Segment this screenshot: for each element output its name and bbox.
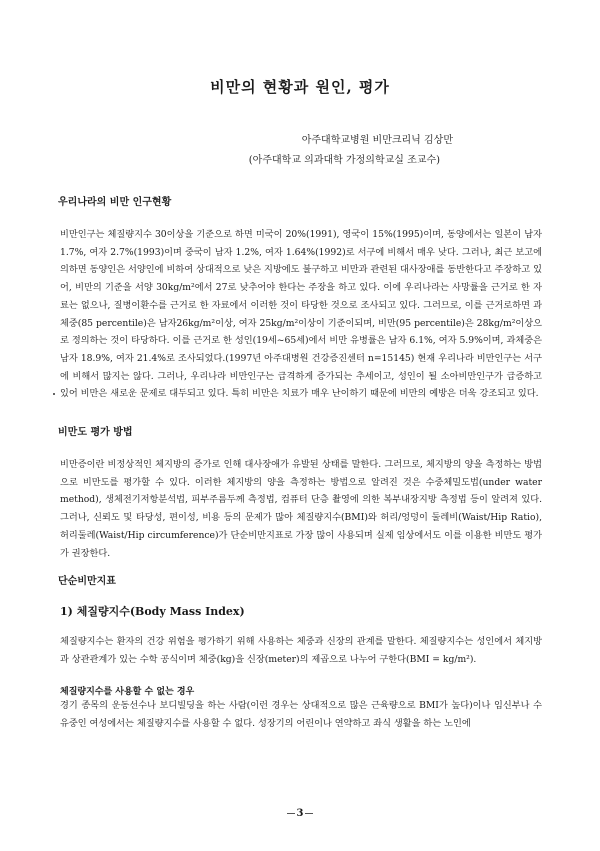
author-position: (아주대학교 의과대학 가정의학교실 조교수) <box>248 155 440 166</box>
section-heading-obesity-status: 우리나라의 비만 인구현황 <box>58 197 172 208</box>
page-title: 비만의 현황과 원인, 평가 <box>210 78 390 96</box>
section-heading-simple-index: 단순비만지표 <box>58 576 116 587</box>
page-number-dash-right <box>305 813 313 814</box>
bmi-exceptions-paragraph: 경기 종목의 운동선수나 보디빌딩을 하는 사람(이런 경우는 상대적으로 많은 근육량으로 BMI가 높다)이나 임신부나 수유중인 여성에서는 체질량지수를 사용할 수 없다. 성장기의 어린이나 연약하고 좌식 생활을 하는 노인에 <box>60 700 542 729</box>
section-paragraph-assessment: 비만증이란 비정상적인 체지방의 증가로 인해 대사장애가 유발된 상태를 말한다. 그러므로, 체지방의 양을 측정하는 방법으로 비만도를 평가할 수 있다. 이러한 체지방의 양을 측정하는 방법으로 알려진 것은 수중체밀도법(under water method), 생체전기저항분석법, 피부주름두께 측정법, 컴퓨터 단층 촬영에 의한 복부내장지방 측정법 등이 알려져 있다. 그러나, 신뢰도 및 타당성, 편이성, 비용 등의 문제가 많아 체질량지수(BMI)와 허리/엉덩이 둘레비(Waist/Hip Ratio), 허리둘레(Waist/Hip circumference)가 단순비만지표로 가장 많이 사용되며 실제 임상에서도 이를 이용한 비만도 평가가 권장한다. <box>60 459 542 559</box>
stray-dot <box>53 393 55 395</box>
page-number <box>0 808 600 819</box>
bmi-paragraph: 체질량지수는 환자의 건강 위험을 평가하기 위해 사용하는 체중과 신장의 관계를 말한다. 체질량지수는 성인에서 체지방과 상관관계가 있는 수학 공식이며 체중(kg)을 신장(meter)의 제곱으로 나누어 구한다(BMI = kg/m²). <box>60 636 542 665</box>
section-paragraph-obesity-status: 비만인구는 체질량지수 30이상을 기준으로 하면 미국이 20%(1991), 영국이 15%(1995)이며, 동양에서는 일본이 남자 1.7%, 여자 2.7%(1993)이며 중국이 남자 1.2%, 여자 1.64%(1992)로 서구에 비해서 매우 낮다. 그러나, 최근 보고에 의하면 동양인은 서양인에 비하여 상대적으로 낮은 지방에도 불구하고 비만과 관련된 대사장애를 동반한다고 주장하고 있어, 비만의 기준을 서양 30kg/m²에서 27로 낮추어야 한다는 주장을 하고 있다. 이에 우리나라는 사망률을 근거로 한 자료는 없으나, 질병이환수를 근거로 한 자료에서 이러한 것이 타당한 것으로 조사되고 있다. 그러므로, 이를 근거로하면 과체중(85 percentile)은 남자26kg/m²이상, 여자 25kg/m²이상이 기준이되며, 비만(95 percentile)은 28kg/m²이상으로 정의하는 것이 타당하다. 이를 근거로 한 성인(19세~65세)에서 비만 유병률은 남자 6.1%, 여자 5.9%이며, 과체중은 남자 18.9%, 여자 21.4%로 조사되었다.(1997년 아주대병원 건강증진센터 n=15145) 현재 우리나라 비만인구는 서구에 비해서 많지는 않다. 그러나, 우리나라 비만인구는 급격하게 증가되는 추세이고, 성인이 될 소아비만인구가 급증하고 있어 비만은 새로운 문제로 대두되고 있다. 특히 비만은 치료가 매우 난이하기 때문에 비만의 예방은 더욱 강조되고 있다. <box>60 229 542 400</box>
page-number-dash-left <box>287 813 295 814</box>
sub-heading-bmi: 1) 체질량지수(Body Mass Index) <box>60 605 245 618</box>
author-affiliation: 아주대학교병원 비만크리닉 김상만 <box>301 135 453 146</box>
minor-heading-bmi-exceptions: 체질량지수를 사용할 수 없는 경우 <box>60 687 195 697</box>
section-heading-assessment: 비만도 평가 방법 <box>58 427 133 438</box>
page-number-value: 3 <box>296 808 304 819</box>
